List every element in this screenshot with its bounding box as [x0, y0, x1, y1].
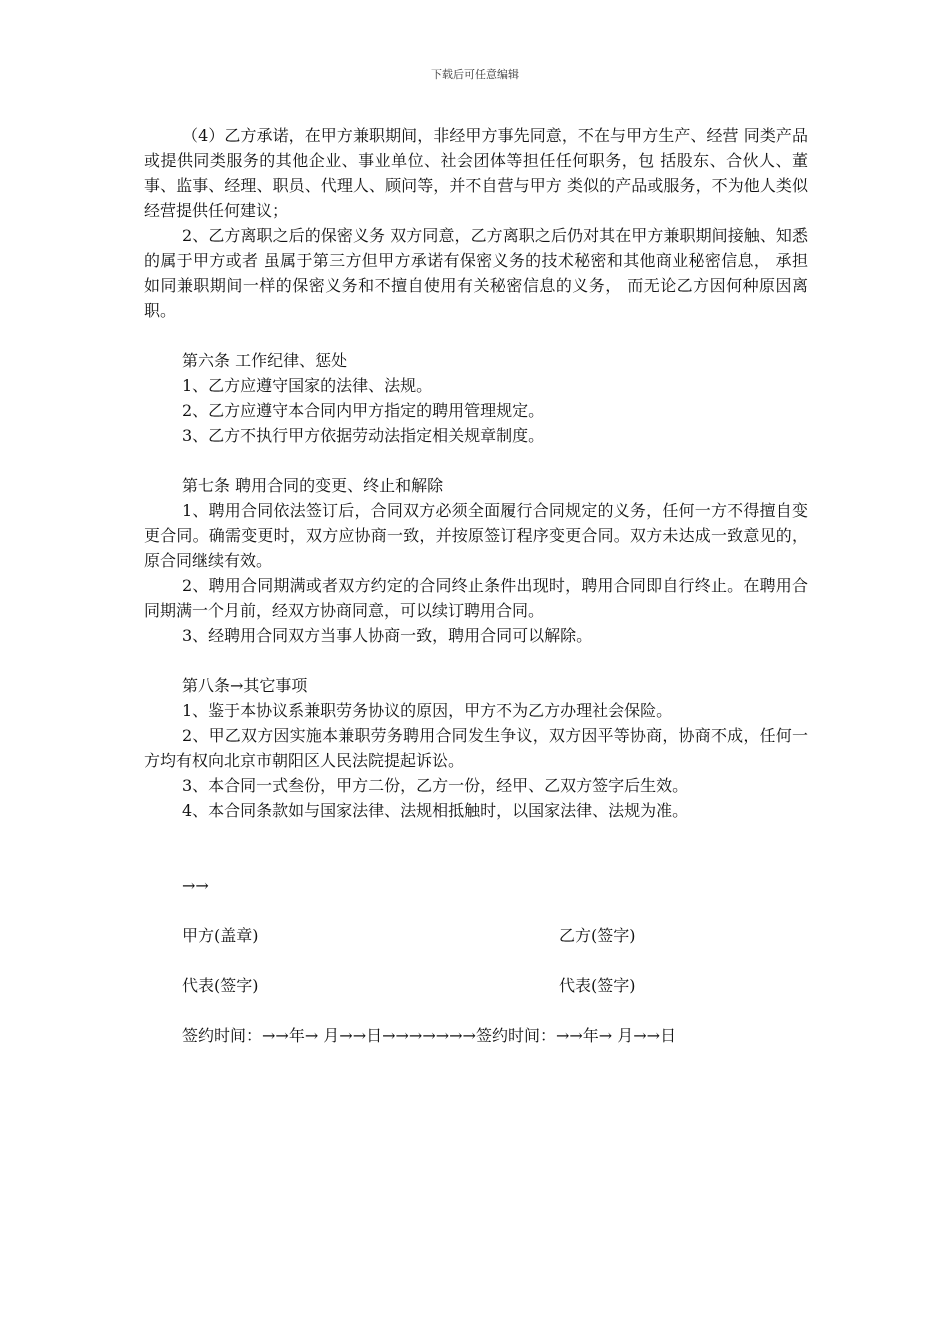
tab-arrows: →→	[182, 876, 209, 895]
party-b-label: 乙方(签字)	[559, 926, 636, 945]
clause-paragraph: 1、乙方应遵守国家的法律、法规。	[182, 376, 433, 395]
article-8-title: 第八条→其它事项	[182, 676, 308, 695]
clause-paragraph: 3、乙方不执行甲方依据劳动法指定相关规章制度。	[182, 426, 545, 445]
clause-paragraph: 2、乙方应遵守本合同内甲方指定的聘用管理规定。	[182, 401, 545, 420]
article-7-title: 第七条 聘用合同的变更、终止和解除	[182, 476, 444, 495]
article-6-title: 第六条 工作纪律、惩处	[182, 351, 348, 370]
signature-row-parties	[144, 923, 808, 948]
party-a-label: 甲方(盖章)	[182, 926, 259, 945]
signature-row-representatives	[144, 973, 808, 998]
clause-paragraph: 2、甲乙双方因实施本兼职劳务聘用合同发生争议，双方因平等协商，协商不成，任何一方均有权向北京市朝阳区人民法院提起诉讼。	[144, 726, 808, 770]
clause-paragraph: 3、经聘用合同双方当事人协商一致，聘用合同可以解除。	[182, 626, 593, 645]
clause-paragraph: 1、聘用合同依法签订后，合同双方必须全面履行合同规定的义务，任何一方不得擅自变更合同。确需变更时，双方应协商一致，并按原签订程序变更合同。双方未达成一致意见的，原合同继续有效。	[144, 501, 808, 570]
clause-paragraph: 1、鉴于本协议系兼职劳务协议的原因，甲方不为乙方办理社会保险。	[182, 701, 673, 720]
document-body	[144, 123, 808, 1048]
clause-paragraph: 2、聘用合同期满或者双方约定的合同终止条件出现时，聘用合同即自行终止。在聘用合同期满一个月前，经双方协商同意，可以续订聘用合同。	[144, 576, 808, 620]
rep-a-label: 代表(签字)	[182, 976, 259, 995]
rep-b-label: 代表(签字)	[559, 976, 636, 995]
clause-paragraph: 4、本合同条款如与国家法律、法规相抵触时，以国家法律、法规为准。	[182, 801, 689, 820]
clause-paragraph: 3、本合同一式叁份，甲方二份，乙方一份，经甲、乙双方签字后生效。	[182, 776, 689, 795]
page-header: 下载后可任意编辑	[431, 68, 519, 81]
clause-paragraph: （4）乙方承诺，在甲方兼职期间，非经甲方事先同意，不在与甲方生产、经营 同类产品或提供同类服务的其他企业、事业单位、社会团体等担任任何职务，包 括股东、合伙人、董事、监事、经理、职员、代理人、顾问等，并不自营与甲方 类似的产品或服务，不为他人类似经营提供任何建议；	[144, 126, 808, 220]
signing-date-line: 签约时间：→→年→ 月→→日→→→→→→→签约时间：→→年→ 月→→日	[182, 1026, 677, 1045]
clause-paragraph: 2、乙方离职之后的保密义务 双方同意，乙方离职之后仍对其在甲方兼职期间接触、知悉的属于甲方或者 虽属于第三方但甲方承诺有保密义务的技术秘密和其他商业秘密信息， 承担如同兼职期间一样的保密义务和不擅自使用有关秘密信息的义务， 而无论乙方因何种原因离职。	[144, 226, 808, 320]
